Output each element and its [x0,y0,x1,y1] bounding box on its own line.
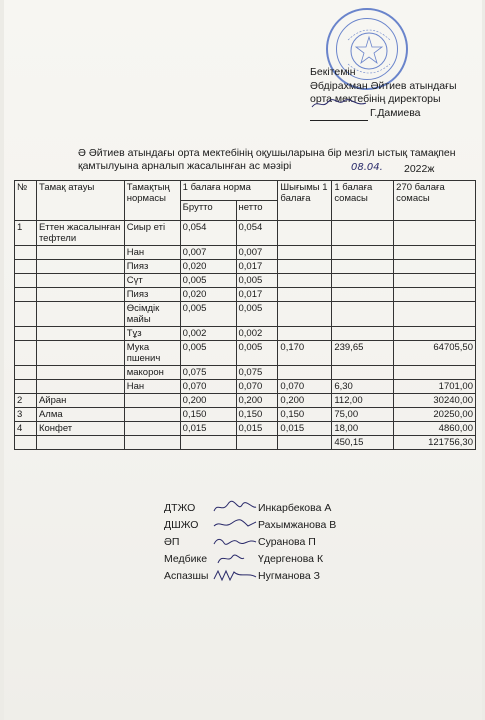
cell-netto: 0,017 [236,288,278,302]
cell-brutto: 0,150 [180,408,236,422]
cell-brutto: 0,020 [180,288,236,302]
handwritten-signature [212,553,258,568]
cell-brutto: 0,200 [180,394,236,408]
director-line [310,107,457,122]
cell-netto: 0,005 [236,341,278,366]
cell-brutto: 0,002 [180,327,236,341]
cell-sum1 [332,327,394,341]
table-row [15,341,476,366]
header-row [15,181,476,201]
menu-title: Ә Әйтиев атындағы орта мектебінің оқушыларына бір мезгіл ыстық тамақпен қамтылуына арналып жасалынған ас мәзірі [78,147,456,172]
col-output-header: Шығымы 1 балаға [278,181,332,221]
table-row [15,366,476,380]
cell-num [15,380,37,394]
approval-title: Бекітемін [310,66,356,78]
table-row [15,260,476,274]
cell-sum1 [332,366,394,380]
signature-row [164,551,336,568]
cell-dish-name [36,327,124,341]
signature-role: Аспазшы [164,570,209,582]
cell-output [278,288,332,302]
cell-sum1: 18,00 [332,422,394,436]
cell-dish-name [36,260,124,274]
cell-sum270 [394,274,476,288]
cell-sum270: 20250,00 [394,408,476,422]
director-signature [310,107,368,122]
table-row [15,302,476,327]
cell-sum270 [394,288,476,302]
director-name: Г.Дамиева [370,106,421,119]
cell-ingredient: Өсімдік майы [124,302,180,327]
col-num-header: № [15,181,37,221]
cell-num: 1 [15,221,37,246]
signature-role: ДТЖО [164,502,196,514]
table-row [15,327,476,341]
signature-role: Медбике [164,553,208,565]
date-year: 2022ж [404,163,435,175]
cell-num [15,327,37,341]
cell-ingredient: Мука пшенич [124,341,180,366]
total-sum270: 121756,30 [394,436,476,450]
cell-ingredient [124,408,180,422]
menu-table [14,180,476,450]
signature-row [164,568,336,585]
cell-sum270 [394,260,476,274]
cell-sum1: 239,65 [332,341,394,366]
handwritten-date: 08.04. [351,162,383,173]
cell-netto: 0,070 [236,380,278,394]
cell-brutto: 0,015 [180,422,236,436]
cell-dish-name [36,288,124,302]
cell-sum270 [394,327,476,341]
total-row [15,436,476,450]
cell-netto: 0,054 [236,221,278,246]
col-per-child-norm-header: 1 балаға норма [180,181,278,201]
cell-output [278,274,332,288]
handwritten-signature [212,519,258,534]
cell-num [15,302,37,327]
cell-num [15,288,37,302]
cell-dish-name [36,302,124,327]
cell-sum1 [332,288,394,302]
approval-block [310,66,457,121]
cell-num [15,246,37,260]
col-sum1-header: 1 балаға сомасы [332,181,394,221]
cell-output [278,366,332,380]
table-row [15,274,476,288]
cell-brutto: 0,054 [180,221,236,246]
cell-num: 4 [15,422,37,436]
cell-num [15,274,37,288]
cell-sum270: 4860,00 [394,422,476,436]
cell-output [278,327,332,341]
cell-ingredient [124,422,180,436]
signature-row [164,534,336,551]
cell-ingredient: Пияз [124,288,180,302]
handwritten-signature [212,570,258,585]
cell-sum1 [332,260,394,274]
cell-ingredient: макорон [124,366,180,380]
signature-name: Рахымжанова В [258,519,337,531]
cell-netto: 0,005 [236,302,278,327]
cell-dish-name: Еттен жасалынған тефтели [36,221,124,246]
signature-role: ӘП [164,536,180,548]
cell-dish-name: Алма [36,408,124,422]
table-row [15,221,476,246]
cell-dish-name: Конфет [36,422,124,436]
cell-netto: 0,200 [236,394,278,408]
cell-ingredient: Тұз [124,327,180,341]
col-name-header: Тамақ атауы [36,181,124,221]
table-row [15,380,476,394]
cell-output [278,260,332,274]
cell-sum1: 75,00 [332,408,394,422]
signature-row [164,517,336,534]
cell-brutto: 0,005 [180,341,236,366]
cell-ingredient [124,394,180,408]
cell-netto: 0,015 [236,422,278,436]
cell-sum1 [332,302,394,327]
cell-output: 0,015 [278,422,332,436]
menu-table-body [15,221,476,436]
cell-ingredient: Нан [124,380,180,394]
cell-num: 3 [15,408,37,422]
signature-row [164,500,336,517]
cell-dish-name [36,246,124,260]
cell-dish-name [36,341,124,366]
approval-line-1: Әбдірахман Әйтиев атындағы [310,79,457,92]
cell-sum1: 112,00 [332,394,394,408]
cell-output [278,246,332,260]
cell-brutto: 0,007 [180,246,236,260]
signatures-block [164,500,336,585]
cell-num [15,341,37,366]
cell-num: 2 [15,394,37,408]
signature-name: Үдергенова К [258,553,324,565]
cell-output [278,221,332,246]
handwritten-signature [212,536,258,551]
cell-output: 0,150 [278,408,332,422]
total-sum1: 450,15 [332,436,394,450]
signature-name: Суранова П [258,536,316,548]
cell-netto: 0,007 [236,246,278,260]
cell-ingredient: Сиыр еті [124,221,180,246]
cell-netto: 0,150 [236,408,278,422]
table-row [15,422,476,436]
col-sum270-header: 270 балаға сомасы [394,181,476,221]
cell-num [15,366,37,380]
cell-ingredient: Пияз [124,260,180,274]
table-row [15,246,476,260]
col-netto-header: нетто [236,201,278,221]
col-norm-header: Тамақтың нормасы [124,181,180,221]
approval-line-2: орта мектебінің директоры [310,93,441,105]
cell-netto: 0,005 [236,274,278,288]
table-row [15,408,476,422]
cell-sum1 [332,221,394,246]
cell-dish-name [36,380,124,394]
cell-sum270 [394,246,476,260]
cell-ingredient: Нан [124,246,180,260]
table-row [15,288,476,302]
cell-num [15,260,37,274]
cell-sum1 [332,246,394,260]
cell-sum270: 1701,00 [394,380,476,394]
cell-dish-name: Айран [36,394,124,408]
cell-sum270 [394,221,476,246]
cell-sum270: 64705,50 [394,341,476,366]
cell-netto: 0,017 [236,260,278,274]
cell-sum270 [394,302,476,327]
cell-output: 0,170 [278,341,332,366]
handwritten-signature [212,502,258,517]
cell-sum1: 6,30 [332,380,394,394]
cell-output [278,302,332,327]
cell-sum1 [332,274,394,288]
cell-dish-name [36,274,124,288]
cell-ingredient: Сүт [124,274,180,288]
cell-brutto: 0,005 [180,274,236,288]
cell-sum270 [394,366,476,380]
signature-name: Инкарбекова А [258,502,332,514]
cell-output: 0,070 [278,380,332,394]
cell-netto: 0,002 [236,327,278,341]
cell-brutto: 0,070 [180,380,236,394]
document-page [4,0,482,720]
cell-sum270: 30240,00 [394,394,476,408]
cell-netto: 0,075 [236,366,278,380]
table-row [15,394,476,408]
cell-brutto: 0,075 [180,366,236,380]
signature-role: ДШЖО [164,519,199,531]
cell-brutto: 0,005 [180,302,236,327]
cell-brutto: 0,020 [180,260,236,274]
cell-output: 0,200 [278,394,332,408]
cell-dish-name [36,366,124,380]
col-brutto-header: Брутто [180,201,236,221]
signature-name: Нугманова З [258,570,320,582]
